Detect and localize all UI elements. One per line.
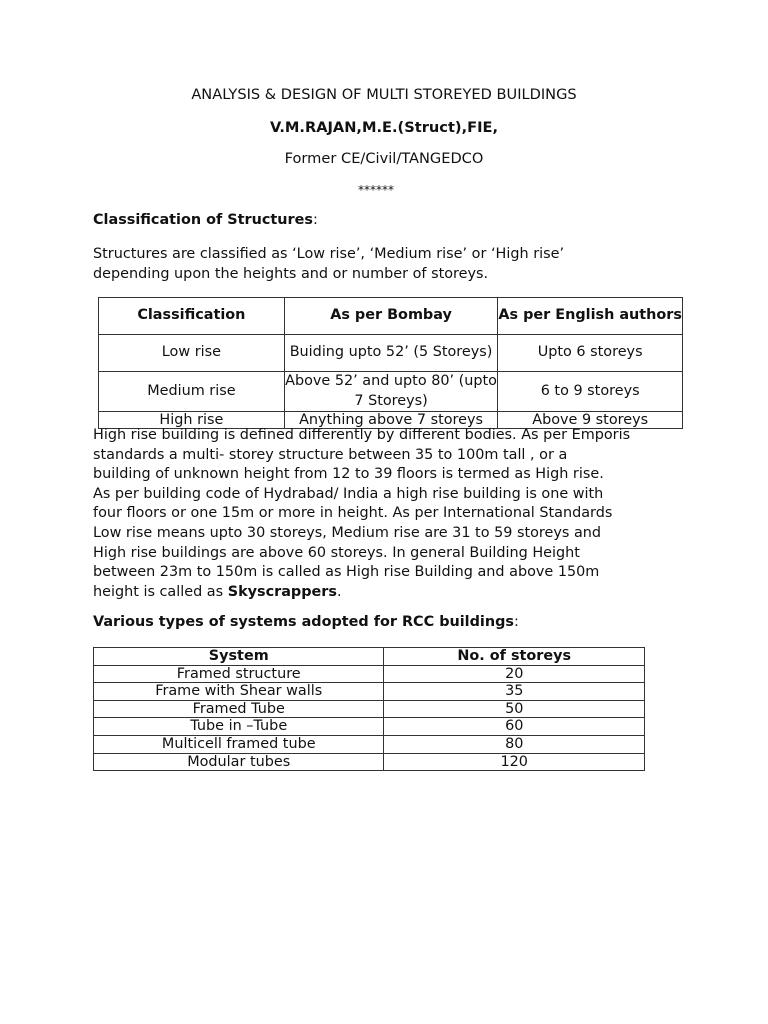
- paragraph-line: building of unknown height from 12 to 39 floors is termed as High rise.: [93, 466, 604, 483]
- table-row: [94, 718, 645, 736]
- table-cell: Multicell framed tube: [94, 735, 384, 753]
- section-heading-systems: [93, 614, 519, 630]
- table-row: [94, 683, 645, 701]
- table-row: [94, 700, 645, 718]
- paragraph-line: High rise buildings are above 60 storeys. In general Building Height: [93, 544, 580, 561]
- table-cell: Upto 6 storeys: [498, 335, 683, 372]
- table-cell: Buiding upto 52’ (5 Storeys): [284, 335, 498, 372]
- table-cell: 60: [384, 718, 645, 736]
- paragraph-line: Structures are classified as ‘Low rise’, ‘Medium rise’ or ‘High rise’: [93, 246, 565, 262]
- heading-colon: :: [513, 614, 519, 630]
- systems-table: [93, 647, 645, 771]
- paragraph-line: between 23m to 150m is called as High rise Building and above 150m: [93, 564, 600, 581]
- table-cell: 20: [384, 665, 645, 683]
- document-title: ANALYSIS & DESIGN OF MULTI STOREYED BUILDINGS: [191, 86, 577, 103]
- section-heading-classification: [93, 212, 318, 228]
- paragraph-line: four floors or one 15m or more in height. As per International Standards: [93, 505, 613, 522]
- paragraph-line: depending upon the heights and or number of storeys.: [93, 265, 489, 282]
- table-cell: Above 9 storeys: [498, 412, 683, 429]
- table-row: [94, 665, 645, 683]
- paragraph-line: standards a multi- storey structure between 35 to 100m tall , or a: [93, 446, 568, 463]
- paragraph-line: [93, 583, 630, 603]
- heading-text: Classification of Structures: [93, 212, 313, 228]
- paragraph-line: Low rise means upto 30 storeys, Medium rise are 31 to 59 storeys and: [93, 524, 602, 541]
- heading-text: Various types of systems adopted for RCC buildings: [93, 614, 514, 630]
- author-position: Former CE/Civil/TANGEDCO: [284, 150, 484, 167]
- table-cell: 120: [384, 753, 645, 771]
- line-period: .: [336, 583, 342, 600]
- line-text: height is called as: [93, 583, 228, 600]
- table-row: [94, 753, 645, 771]
- author-line: V.M.RAJAN,M.E.(Struct),FIE,: [269, 119, 499, 136]
- heading-colon: :: [312, 212, 318, 228]
- header-cell: System: [94, 648, 384, 666]
- table-cell: 80: [384, 735, 645, 753]
- table-header-row: [94, 648, 645, 666]
- table-cell: Frame with Shear walls: [94, 683, 384, 701]
- high-rise-paragraph: [93, 426, 630, 602]
- table-cell: Framed Tube: [94, 700, 384, 718]
- table-row: [99, 372, 683, 412]
- table-header-row: [99, 298, 683, 335]
- table-row: [99, 335, 683, 372]
- table-cell: Low rise: [99, 335, 285, 372]
- table-cell: Modular tubes: [94, 753, 384, 771]
- paragraph-line: High rise building is defined differently by different bodies. As per Emporis: [93, 427, 631, 443]
- table-cell: 50: [384, 700, 645, 718]
- table-cell: Above 52’ and upto 80’ (upto 7 Storeys): [284, 372, 498, 412]
- table-cell: Anything above 7 storeys: [284, 412, 498, 429]
- skyscrappers-term: Skyscrappers: [227, 583, 337, 600]
- separator: ******: [358, 183, 394, 197]
- intro-paragraph: [93, 245, 564, 284]
- table-cell: 35: [384, 683, 645, 701]
- header-cell: As per Bombay: [284, 298, 498, 335]
- header-cell: No. of storeys: [384, 648, 645, 666]
- table-cell: Medium rise: [99, 372, 285, 412]
- table-cell: Tube in –Tube: [94, 718, 384, 736]
- paragraph-line: As per building code of Hydrabad/ India a high rise building is one with: [93, 485, 604, 502]
- table-cell: High rise: [99, 412, 285, 429]
- header-cell: Classification: [99, 298, 285, 335]
- table-cell: 6 to 9 storeys: [498, 372, 683, 412]
- header-cell: As per English authors: [498, 298, 683, 335]
- table-cell: Framed structure: [94, 665, 384, 683]
- table-row: [94, 735, 645, 753]
- classification-table: [98, 297, 683, 429]
